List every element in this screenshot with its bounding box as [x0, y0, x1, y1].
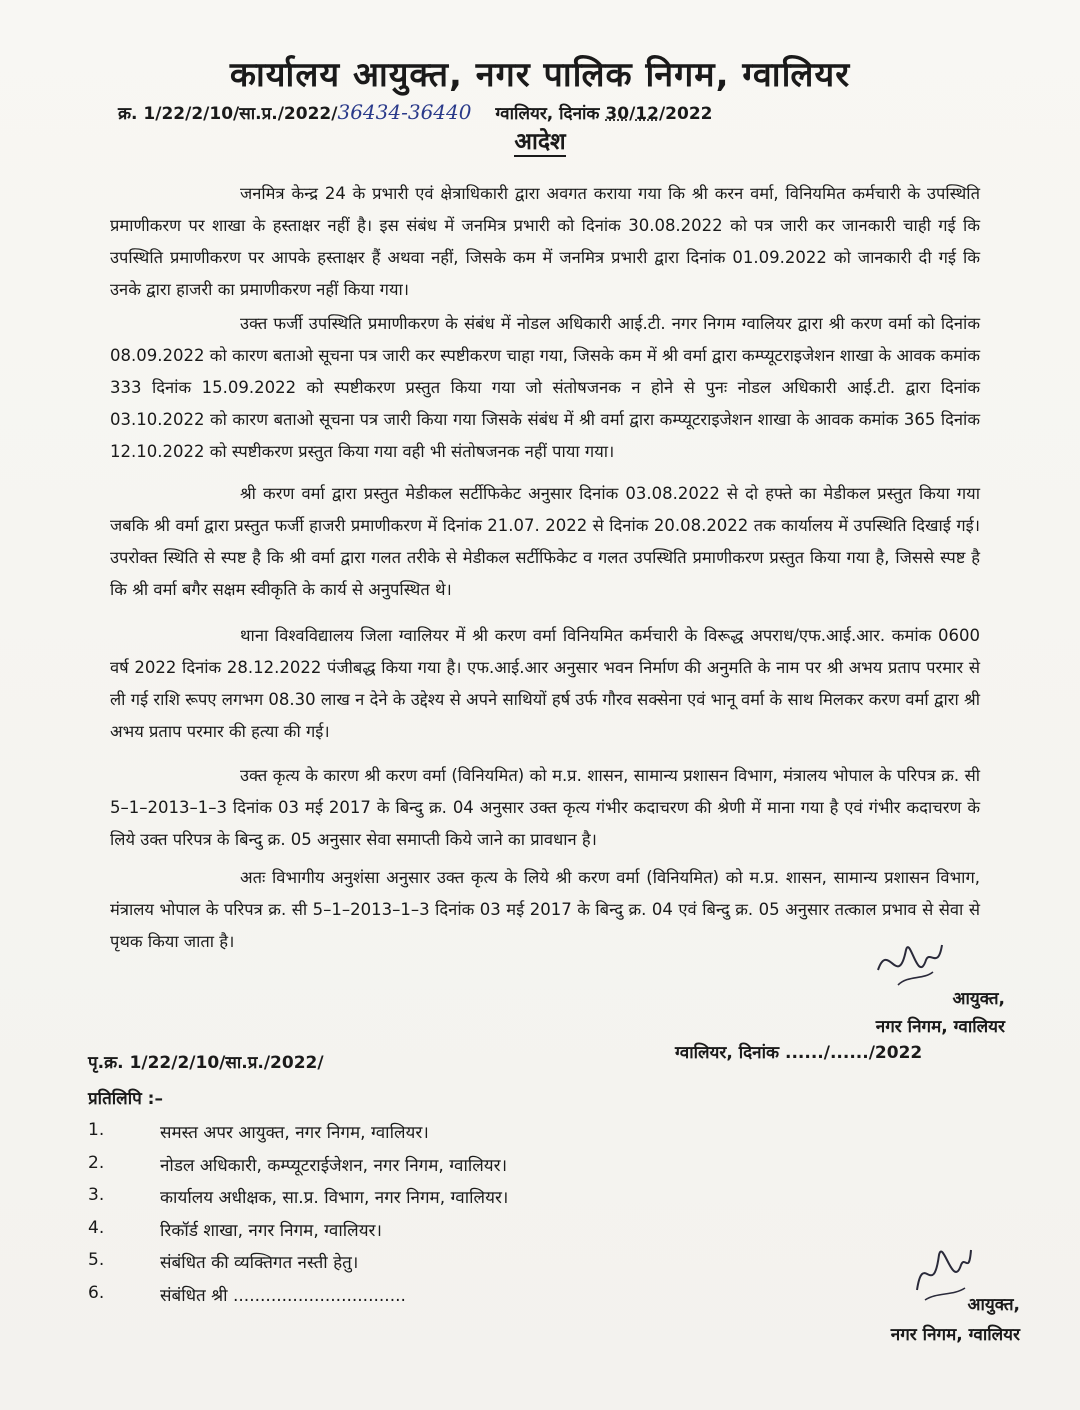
- copy-item-number: 3.: [88, 1185, 105, 1205]
- signatory-title: आयुक्त,: [967, 1295, 1020, 1315]
- handwritten-ref-range: 36434-36440: [337, 100, 472, 124]
- signatory-office: नगर निगम, ग्वालियर: [890, 1325, 1020, 1345]
- copy-item-number: 2.: [88, 1152, 105, 1173]
- copy-item-text: कार्यालय अधीक्षक, सा.प्र. विभाग, नगर निगम, ग्वालियर।: [160, 1188, 509, 1208]
- office-title: कार्यालय आयुक्त, नगर पालिक निगम, ग्वालियर: [229, 55, 851, 95]
- copy-item-text: नोडल अधिकारी, कम्प्यूटराईजेशन, नगर निगम, ग्वालियर।: [160, 1155, 508, 1176]
- signature-block-2: [780, 1290, 1020, 1350]
- copy-item: [88, 1185, 728, 1218]
- copy-item-number: 1.: [88, 1120, 105, 1140]
- copy-item-text: संबंधित की व्यक्तिगत नस्ती हेतु।: [160, 1253, 359, 1273]
- paragraph-text: अतः विभागीय अनुशंसा अनुसार उक्त कृत्य के लिये श्री करण वर्मा (विनियमित) को म.प्र. शासन, सामान्य प्रशासन विभाग, मंत्रालय भोपाल के परिपत्र क्र. सी 5–1–2013–1–3 दिनांक 03 मई 2017 के बिन्दु क्र. 04 एवं बिन्दु क्र. 05 अनुसार तत्काल प्रभाव से सेवा से पृथक किया जाता है।: [110, 868, 980, 951]
- ref-month: 12: [635, 104, 659, 124]
- paragraph-text: उक्त फर्जी उपस्थिति प्रमाणीकरण के संबंध में नोडल अधिकारी आई.टी. नगर निगम ग्वालियर द्वारा श्री करण वर्मा को दिनांक 08.09.2022 को कारण बताओ सूचना पत्र जारी कर स्पष्टीकरण चाहा गया, जिसके कम में श्री वर्मा द्वारा कम्प्यूटराइजेशन शाखा के आवक कमांक 333 दिनांक 15.09.2022 को स्पष्टीकरण प्रस्तुत किया गया जो संतोषजनक न होने से पुनः नोडल अधिकारी आई.टी. द्वारा दिनांक 03.10.2022 को कारण बताओ सूचना पत्र जारी किया गया जिसके संबंध में श्री वर्मा द्वारा कम्प्यूटराइजेशन शाखा के आवक कमांक 365 दिनांक 12.10.2022 को स्पष्टीकरण प्रस्तुत किया गया वही भी संतोषजनक नहीं पाया गया।: [110, 314, 980, 461]
- endorsement-ref: पृ.क्र. 1/22/2/10/सा.प्र./2022/: [88, 1053, 324, 1073]
- copy-item-text: संबंधित श्री ................................: [160, 1285, 406, 1306]
- copy-item-text: रिकॉर्ड शाखा, नगर निगम, ग्वालियर।: [160, 1220, 382, 1241]
- order-heading: [0, 124, 1080, 156]
- paragraph-1: [110, 178, 980, 306]
- signature-block-1: [780, 985, 1005, 1041]
- paragraph-text: थाना विश्वविद्यालय जिला ग्वालियर में श्री करण वर्मा विनियमित कर्मचारी के विरूद्ध अपराध/एफ.आई.आर. कमांक 0600 वर्ष 2022 दिनांक 28.12.2022 पंजीबद्ध किया गया है। एफ.आई.आर अनुसार भवन निर्माण की अनुमति के नाम पर श्री अभय प्रताप परमार से ली गई राशि रूपए लगभग 08.30 लाख न देने के उद्देश्य से अपने साथियों हर्ष उर्फ गौरव सक्सेना एवं भानू वर्मा के साथ मिलकर करण वर्मा द्वारा श्री अभय प्रताप परमार की हत्या की गई।: [110, 626, 980, 741]
- signatory-office: नगर निगम, ग्वालियर: [875, 1017, 1005, 1037]
- paragraph-text: उक्त कृत्य के कारण श्री करण वर्मा (विनियमित) को म.प्र. शासन, सामान्य प्रशासन विभाग, मंत्रालय भोपाल के परिपत्र क्र. सी 5–1–2013–1–3 दिनांक 03 मई 2017 के बिन्दु क्र. 04 अनुसार उक्त कृत्य गंभीर कदाचरण की श्रेणी में माना गया है एवं गंभीर कदाचरण के लिये उक्त परिपत्र के बिन्दु क्र. 05 अनुसार सेवा समाप्ती किये जाने का प्रावधान है।: [110, 766, 980, 849]
- copy-item-text: समस्त अपर आयुक्त, नगर निगम, ग्वालियर।: [160, 1123, 429, 1143]
- paragraph-4: [110, 620, 980, 748]
- copy-item-number: 4.: [88, 1217, 105, 1238]
- copy-list: [88, 1120, 728, 1315]
- copy-item: [88, 1218, 728, 1251]
- reference-line: क्र. 1/22/2/10/सा.प्र./2022/36434-36440 ग्वालियर, दिनांक 30/12/2022: [118, 100, 713, 124]
- copy-item-number: 6.: [88, 1282, 105, 1303]
- copy-label: प्रतिलिपि :–: [88, 1089, 163, 1109]
- copy-item-number: 5.: [88, 1250, 105, 1270]
- issue-dateline: ग्वालियर, दिनांक ....../....../2022: [675, 1043, 923, 1063]
- paragraph-text: श्री करण वर्मा द्वारा प्रस्तुत मेडीकल सर्टीफिकेट अनुसार दिनांक 03.08.2022 से दो हफ्ते का मेडीकल प्रस्तुत किया गया जबकि श्री वर्मा द्वारा प्रस्तुत फर्जी हाजरी प्रमाणीकरण में दिनांक 21.07. 2022 से दिनांक 20.08.2022 तक कार्यालय में उपस्थिति दिखाई गई। उपरोक्त स्थिति से स्पष्ट है कि श्री वर्मा द्वारा गलत तरीके से मेडीकल सर्टीफिकेट व गलत उपस्थिति प्रमाणीकरण प्रस्तुत किया गया है, जिससे स्पष्ट है कि श्री वर्मा बगैर सक्षम स्वीकृति के कार्य से अनुपस्थित थे।: [110, 484, 980, 599]
- ref-day: 30: [605, 104, 630, 124]
- paragraph-text: जनमित्र केन्द्र 24 के प्रभारी एवं क्षेत्राधिकारी द्वारा अवगत कराया गया कि श्री करन वर्मा, विनियमित कर्मचारी के उपस्थिति प्रमाणीकरण पर शाखा के हस्ताक्षर नहीं है। इस संबंध में जनमित्र प्रभारी को दिनांक 30.08.2022 को पत्र जारी कर जानकारी चाही गई कि उपस्थिति प्रमाणीकरण पर आपके हस्ताक्षर हैं अथवा नहीं, जिसके कम में जनमित्र प्रभारी द्वारा दिनांक 01.09.2022 को जानकारी दी गई कि उनके द्वारा हाजरी का प्रमाणीकरण नहीं किया गया।: [110, 184, 980, 299]
- paragraph-5: [110, 760, 980, 856]
- signatory-title: आयुक्त,: [952, 989, 1005, 1009]
- ref-year: /2022: [658, 104, 713, 124]
- paragraph-2: [110, 308, 980, 468]
- copy-item: [88, 1153, 728, 1186]
- copy-item: [88, 1283, 728, 1316]
- copy-item: [88, 1250, 728, 1283]
- paragraph-6: [110, 862, 980, 958]
- paragraph-3: [110, 478, 980, 606]
- ref-place: ग्वालियर, दिनांक: [495, 104, 600, 124]
- copy-item: [88, 1120, 728, 1153]
- ref-number: क्र. 1/22/2/10/सा.प्र./2022/: [118, 104, 338, 124]
- order-heading-text: आदेश: [514, 129, 566, 155]
